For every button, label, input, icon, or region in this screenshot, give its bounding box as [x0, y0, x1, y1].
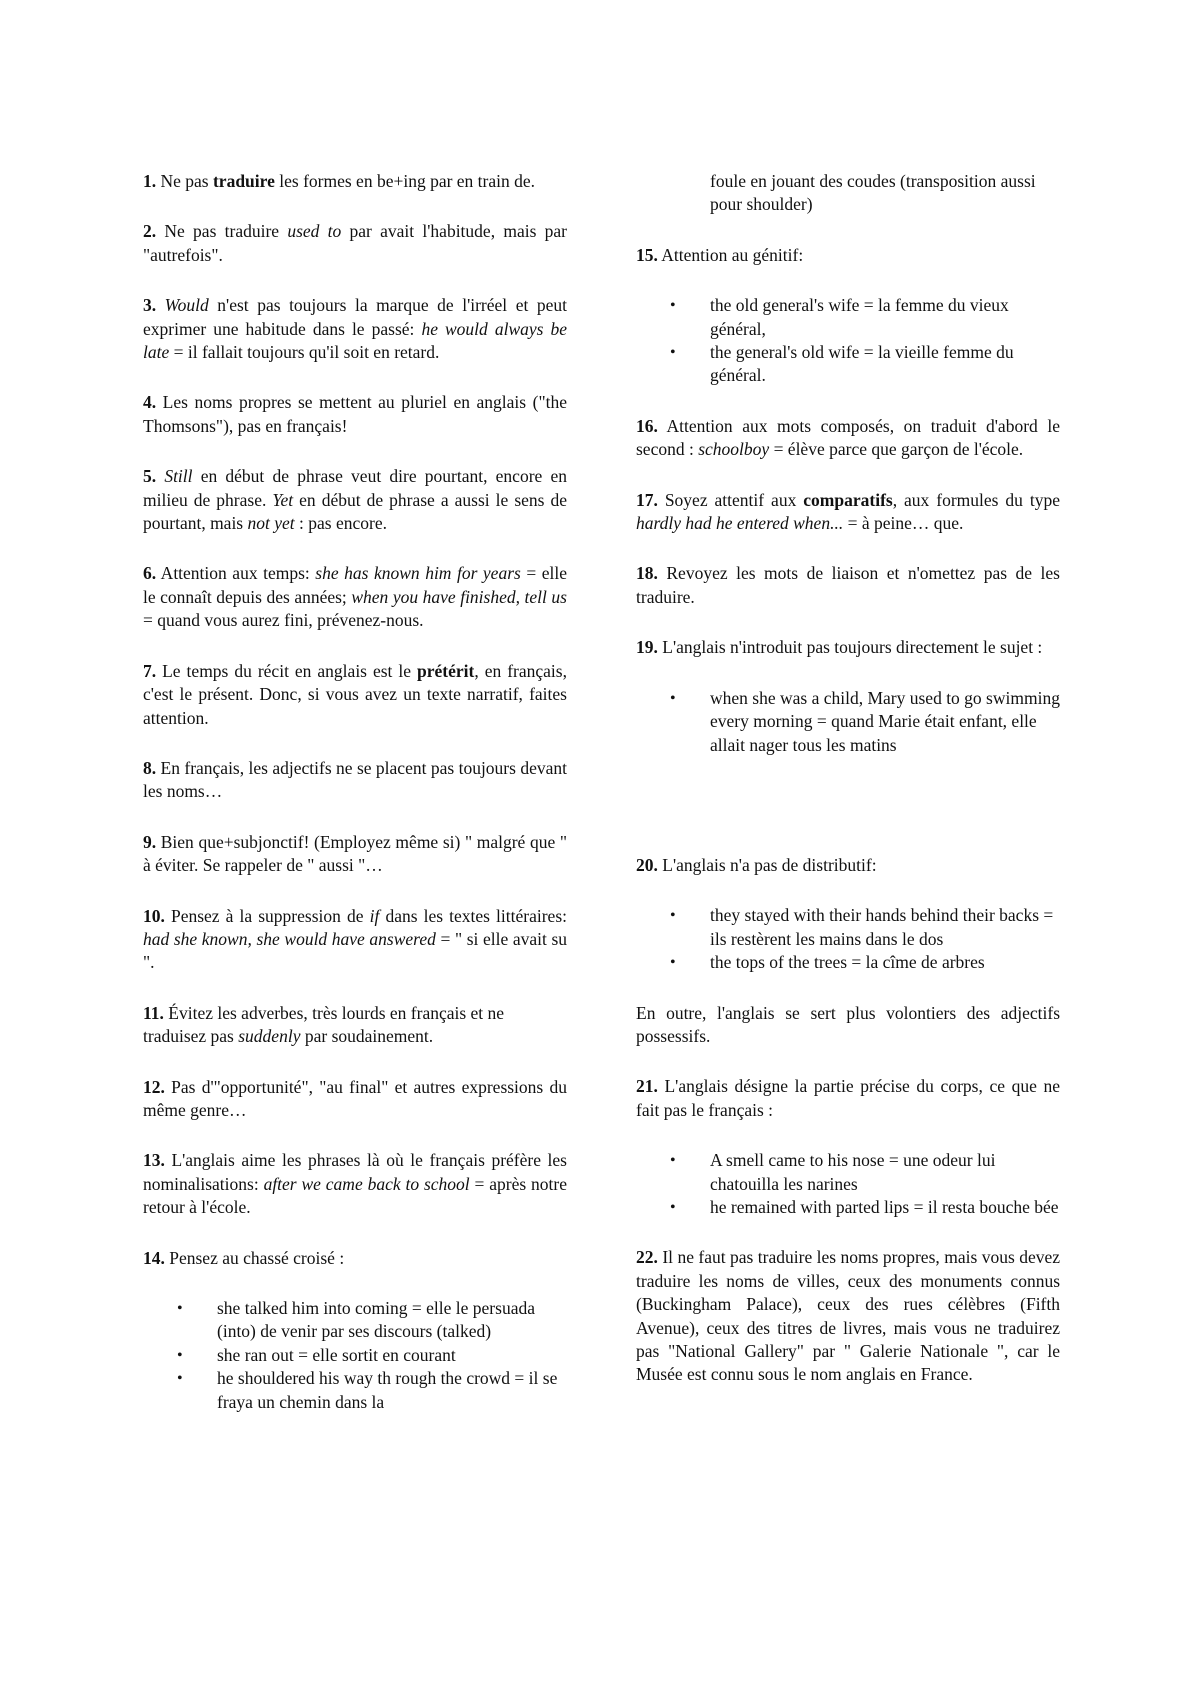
rule-text: , en français, c'est le présent. Donc, si vous avez un texte narratif, faites attention. [143, 660, 567, 728]
list-item: • she talked him into coming = elle le persuada (into) de venir par ses discours (talked) [143, 1297, 567, 1344]
rule-keyword: traduire [212, 171, 275, 191]
rule-example: Still [156, 466, 193, 487]
rule-text: Attention au génitif: [657, 244, 804, 265]
rule-number: 17. [636, 489, 658, 510]
rule-example: not yet [247, 513, 295, 534]
rule-21-examples [636, 1149, 1060, 1219]
rule-text: : pas encore. [294, 513, 387, 534]
rule-text: = " si elle avait su ". [143, 928, 568, 973]
rule-number: 1. [143, 171, 157, 191]
rule-8 [143, 757, 567, 804]
rule-text: Les noms propres se mettent au pluriel en anglais ("the Thomsons"), pas en français! [143, 392, 567, 436]
rule-22 [636, 1246, 1060, 1386]
rule-16 [636, 415, 1060, 462]
rule-19 [636, 636, 1060, 659]
rule-number: 5. [143, 466, 157, 487]
rule-text: Il ne faut pas traduire les noms propres, mais vous devez traduire les noms de villes, ceux des monuments connus (Buckingham Palace), ceux des rues célèbres (Fifth Avenue), ceux des titres de livres, mais vous ne traduirez pas "National Gallery" par " Galerie Nationale ", car le Musée est connu sous le nom anglais en France. [636, 1247, 1060, 1385]
rule-number: 14. [143, 1247, 165, 1268]
rule-12 [143, 1076, 567, 1123]
rule-number: 8. [143, 757, 157, 778]
list-item: • the old general's wife = la femme du vieux général, [636, 294, 1060, 341]
rule-text: = à peine… que. [843, 513, 964, 534]
rule-text: En français, les adjectifs ne se placent pas toujours devant les noms… [143, 757, 567, 802]
rule-text: en début de phrase veut dire pourtant, encore en milieu de phrase. [143, 466, 567, 510]
rule-example: she has known him for years [315, 563, 521, 584]
list-item: • he shouldered his way th rough the crowd = il se fraya un chemin dans la [143, 1367, 567, 1414]
rule-10 [143, 905, 567, 975]
rule-number: 2. [143, 221, 157, 242]
rule-text: = il fallait toujours qu'il soit en retard. [169, 342, 440, 363]
rule-13 [143, 1149, 567, 1219]
rule-20 [636, 854, 1060, 877]
rule-11 [143, 1002, 567, 1049]
rule-text: L'anglais n'introduit pas toujours directement le sujet : [657, 637, 1043, 658]
rule-17 [636, 489, 1060, 536]
rule-number: 4. [143, 392, 157, 413]
rule-5 [143, 465, 567, 535]
rule-example: when you have finished, tell us [351, 586, 567, 607]
list-item: • A smell came to his nose = une odeur lui chatouilla les narines [636, 1149, 1060, 1196]
rule-example: hardly had he entered when... [636, 513, 844, 534]
rule-number: 22. [636, 1247, 658, 1268]
rule-3 [143, 294, 567, 364]
left-column [143, 170, 567, 1441]
rule-14-continuation: foule en jouant des coudes (transposition aussi pour shoulder) [710, 171, 1036, 215]
rule-keyword: comparatifs [803, 489, 893, 510]
rule-text: en début de phrase a aussi le sens de pourtant, mais [143, 489, 567, 534]
rule-text: Pensez à la suppression de [164, 905, 370, 926]
rule-number: 7. [143, 660, 157, 681]
rule-example: Would [156, 295, 209, 316]
rule-20-examples [636, 904, 1060, 974]
rule-number: 20. [636, 854, 658, 875]
rule-text: Attention aux mots composés, on traduit d'abord le second : [636, 415, 1060, 460]
rule-9 [143, 831, 567, 878]
spacer [636, 784, 1060, 854]
rule-text: L'anglais désigne la partie précise du corps, ce que ne fait pas le français : [636, 1076, 1060, 1120]
list-item: • she ran out = elle sortit en courant [143, 1344, 567, 1367]
right-column [636, 170, 1060, 1414]
rule-number: 3. [143, 295, 157, 316]
list-item: • when she was a child, Mary used to go swimming every morning = quand Marie était enfant, elle allait nager tous les matins [636, 687, 1060, 757]
rule-text: = après notre retour à l'école. [143, 1173, 567, 1218]
rule-21 [636, 1075, 1060, 1122]
rule-20-note: En outre, l'anglais se sert plus volontiers des adjectifs possessifs. [636, 1002, 1060, 1046]
rule-6 [143, 562, 567, 632]
rule-number: 9. [143, 831, 157, 852]
rule-number: 6. [143, 563, 157, 584]
rule-number: 11. [143, 1002, 164, 1023]
rule-number: 13. [143, 1150, 165, 1171]
rule-text: dans les textes littéraires: [379, 905, 568, 926]
rule-number: 10. [143, 905, 165, 926]
rule-7 [143, 660, 567, 730]
rule-example: had she known, she would have answered [143, 928, 436, 949]
rule-number: 18. [636, 563, 658, 584]
list-item: • the general's old wife = la vieille femme du général. [636, 341, 1060, 388]
rule-14 [143, 1247, 567, 1270]
rule-15 [636, 244, 1060, 267]
rule-2 [143, 220, 567, 267]
rule-example: used to [287, 221, 342, 242]
rule-example: if [369, 905, 380, 926]
rule-text: = élève parce que garçon de l'école. [769, 439, 1024, 460]
list-item: • he remained with parted lips = il resta bouche bée [636, 1196, 1060, 1219]
rule-text: Le temps du récit en anglais est le [156, 660, 418, 681]
rule-text: Ne pas traduire [156, 221, 288, 242]
rule-text: Soyez attentif aux [657, 489, 804, 510]
rule-1 [143, 170, 567, 193]
list-item: • the tops of the trees = la cîme de arbres [636, 951, 1060, 974]
rule-text: Attention aux temps: [156, 563, 316, 584]
rule-example: after we came back to school [263, 1173, 470, 1194]
rule-text: Évitez les adverbes, très lourds en français et ne traduisez pas [143, 1002, 505, 1047]
rule-text: Revoyez les mots de liaison et n'omettez pas de les traduire. [636, 563, 1060, 607]
rule-example: schoolboy [698, 439, 770, 460]
rule-18 [636, 562, 1060, 609]
rule-text: Bien que+subjonctif! (Employez même si) " malgré que " à éviter. Se rappeler de " aussi "… [143, 831, 567, 876]
rule-example: Yet [272, 489, 294, 510]
rule-example: suddenly [238, 1026, 301, 1047]
rule-14-examples [143, 1297, 567, 1414]
rule-text: Pas d'"opportunité", "au final" et autres expressions du même genre… [143, 1076, 567, 1120]
rule-15-examples [636, 294, 1060, 388]
rule-19-examples [636, 687, 1060, 757]
rule-text: Pensez au chassé croisé : [164, 1247, 345, 1268]
rule-text: , aux formules du type [892, 489, 1060, 510]
rule-number: 19. [636, 637, 658, 658]
rule-text: les formes en be+ing par en train de. [274, 171, 536, 191]
rule-4 [143, 391, 567, 438]
rule-text: Ne pas [156, 171, 213, 191]
rule-number: 15. [636, 244, 658, 265]
rule-text: L'anglais aime les phrases là où le français préfère les nominalisations: [143, 1150, 567, 1194]
rule-keyword: prétérit [417, 660, 475, 681]
rule-number: 21. [636, 1076, 658, 1097]
rule-text: = quand vous aurez fini, prévenez-nous. [143, 610, 424, 631]
rule-example: he would always be late [143, 318, 567, 363]
rule-text: = elle le connaît depuis des années; [143, 563, 568, 607]
rule-number: 12. [143, 1076, 165, 1097]
list-item: • they stayed with their hands behind their backs = ils restèrent les mains dans le dos [636, 904, 1060, 951]
rule-number: 16. [636, 415, 658, 436]
rule-text: par soudainement. [300, 1026, 434, 1047]
rule-text: L'anglais n'a pas de distributif: [657, 854, 877, 875]
rule-text: par avait l'habitude, mais par "autrefois". [143, 221, 567, 265]
rule-text: n'est pas toujours la marque de l'irréel et peut exprimer une habitude dans le passé: [143, 295, 568, 339]
